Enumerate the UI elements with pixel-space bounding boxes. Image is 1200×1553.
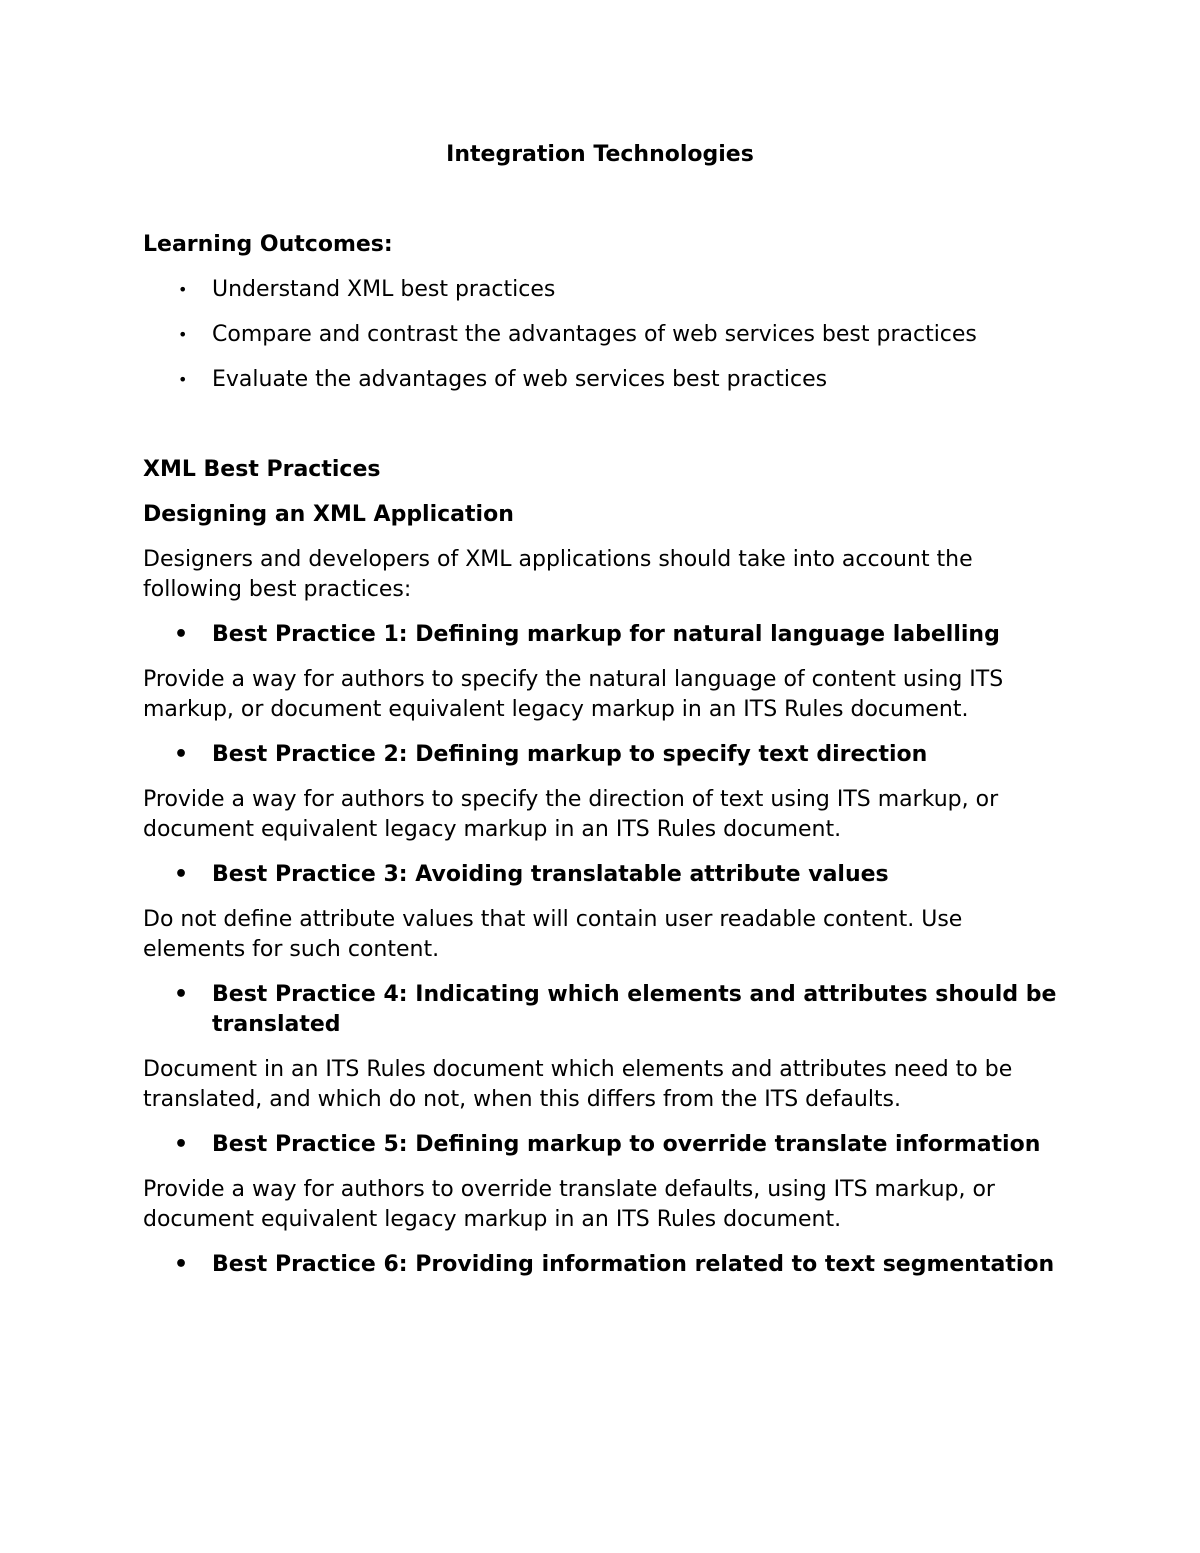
outcome-text: Compare and contrast the advantages of web services best practices: [212, 322, 977, 347]
list-item: [143, 275, 1063, 305]
best-practice-1-body: Provide a way for authors to specify the natural language of content using ITS markup, or document equivalent legacy markup in an ITS Rules document.: [143, 667, 1004, 722]
best-practice-title-text: Best Practice 5: Defining markup to override translate information: [212, 1132, 1041, 1157]
bullet-icon: •: [178, 280, 188, 299]
list-item: [143, 320, 1063, 350]
section-intro: Designers and developers of XML applications should take into account the following best practices:: [143, 547, 973, 602]
best-practice-4-title: [143, 980, 1063, 1040]
learning-outcomes-list: [143, 275, 1063, 395]
best-practice-6-title: [143, 1250, 1063, 1280]
bullet-icon: •: [174, 742, 189, 767]
bullet-icon: •: [174, 622, 189, 647]
best-practice-3-title: [143, 860, 1063, 890]
best-practice-2-body: Provide a way for authors to specify the direction of text using ITS markup, or document equivalent legacy markup in an ITS Rules document.: [143, 787, 999, 842]
best-practice-5-body: Provide a way for authors to override translate defaults, using ITS markup, or document equivalent legacy markup in an ITS Rules document.: [143, 1177, 995, 1232]
bullet-icon: •: [174, 1132, 189, 1157]
best-practice-3-body: Do not define attribute values that will contain user readable content. Use elements for such content.: [143, 907, 963, 962]
best-practice-4-body: Document in an ITS Rules document which elements and attributes need to be translated, and which do not, when this differs from the ITS defaults.: [143, 1057, 1013, 1112]
bullet-icon: •: [178, 370, 188, 389]
outcome-text: Evaluate the advantages of web services best practices: [212, 367, 828, 392]
outcome-text: Understand XML best practices: [212, 277, 556, 302]
best-practice-title-text: Best Practice 4: Indicating which elements and attributes should be translated: [212, 982, 1057, 1037]
document-title: Integration Technologies: [446, 142, 754, 167]
best-practice-title-text: Best Practice 6: Providing information related to text segmentation: [212, 1252, 1055, 1277]
best-practice-title-text: Best Practice 3: Avoiding translatable attribute values: [212, 862, 889, 887]
bullet-icon: •: [178, 325, 188, 344]
document-body: [143, 230, 1063, 1295]
bullet-icon: •: [174, 982, 189, 1007]
bullet-icon: •: [174, 862, 189, 887]
section-heading: XML Best Practices: [143, 457, 381, 482]
best-practice-2-title: [143, 740, 1063, 770]
list-item: [143, 365, 1063, 395]
best-practice-1-title: [143, 620, 1063, 650]
section-subheading: Designing an XML Application: [143, 502, 514, 527]
learning-outcomes-heading: Learning Outcomes:: [143, 232, 393, 257]
best-practice-title-text: Best Practice 1: Defining markup for natural language labelling: [212, 622, 1000, 647]
best-practice-title-text: Best Practice 2: Defining markup to specify text direction: [212, 742, 928, 767]
bullet-icon: •: [174, 1252, 189, 1277]
best-practice-5-title: [143, 1130, 1063, 1160]
